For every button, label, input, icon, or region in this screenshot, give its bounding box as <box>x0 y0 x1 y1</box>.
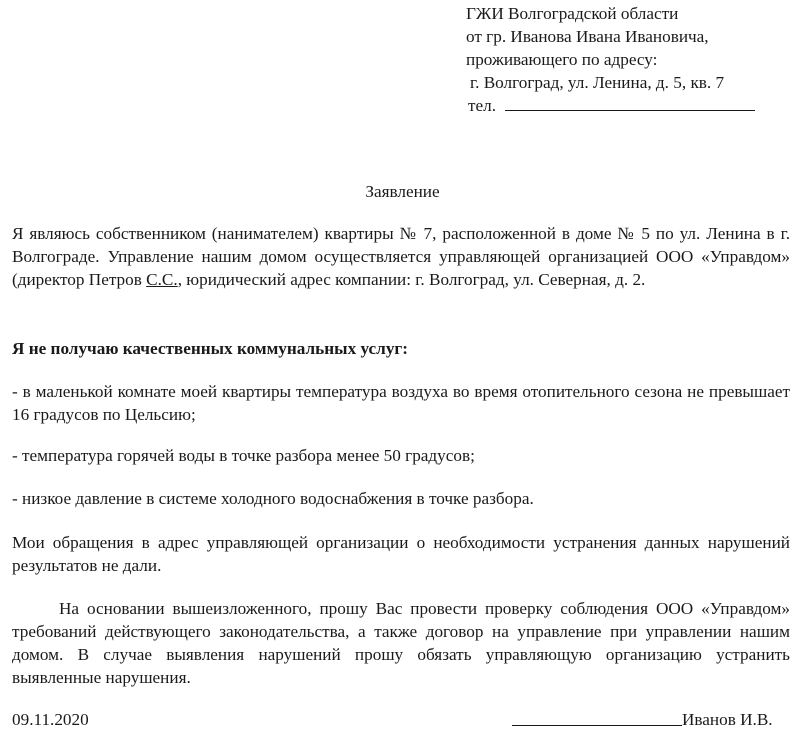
residence-label: проживающего по адресу: <box>466 50 658 69</box>
addressee-line: ГЖИ Волгоградской области <box>466 4 679 23</box>
phone-line <box>466 94 806 117</box>
complaint-item: - низкое давление в системе холодного водоснабжения в точке разбора. <box>12 489 534 508</box>
complaint-heading: Я не получаю качественных коммунальных услуг: <box>12 339 408 358</box>
document-title-text: Заявление <box>365 182 440 201</box>
sender-line: от гр. Иванова Ивана Ивановича, <box>466 27 709 46</box>
addressee-block <box>466 2 806 117</box>
document-title <box>0 180 809 203</box>
request-paragraph: На основании вышеизложенного, прошу Вас провести проверку соблюдения ООО «Управдом» требований действующего законодательства, а также договор на управление при управлении нашим домом. В случае выявления нарушений прошу обязать управляющую организацию устранить выявленные нарушения. <box>12 599 790 687</box>
phone-label: тел. <box>468 96 497 115</box>
complaint-item: - в маленькой комнате моей квартиры температура воздуха во время отопительного сезона не превышает 16 градусов по Цельсию; <box>12 382 790 424</box>
appeals-paragraph: Мои обращения в адрес управляющей организации о необходимости устранения данных нарушений результатов не дали. <box>12 533 790 575</box>
signatory-name: Иванов И.В. <box>682 710 773 729</box>
phone-blank-line <box>505 94 755 111</box>
address-line: г. Волгоград, ул. Ленина, д. 5, кв. 7 <box>470 73 725 92</box>
complaint-item: - температура горячей воды в точке разбора менее 50 градусов; <box>12 446 475 465</box>
intro-text-part2: , юридический адрес компании: г. Волгоград, ул. Северная, д. 2. <box>177 270 646 289</box>
date-text: 09.11.2020 <box>12 710 89 729</box>
director-initials: С.С. <box>146 270 178 289</box>
intro-text-part1: Я являюсь собственником (нанимателем) квартиры № 7, расположенной в доме № 5 по ул. Ленина в г. Волгограде. Управление нашим домом осуществляется управляющей организацией ООО «Управдом» (директор Петров <box>12 224 790 289</box>
signature-line <box>512 725 682 726</box>
intro-paragraph <box>12 222 790 291</box>
